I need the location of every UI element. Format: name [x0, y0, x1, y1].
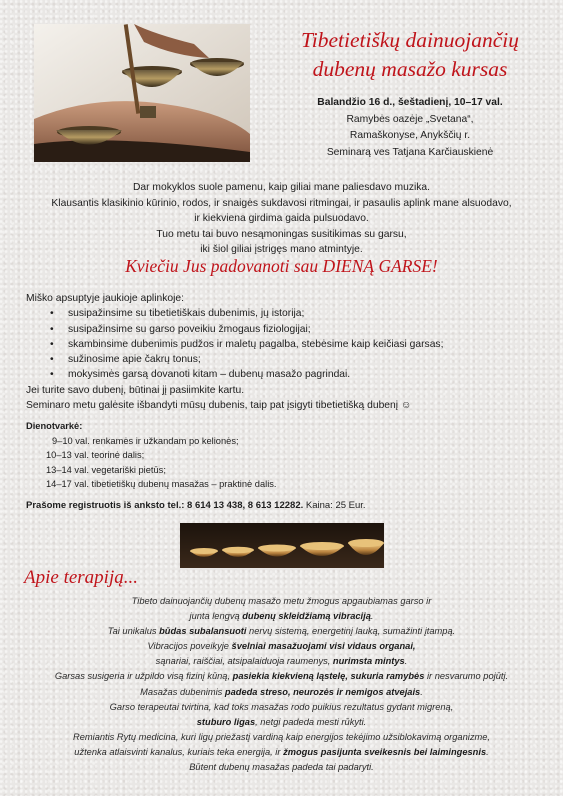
- schedule-row: 13–14 val. vegetariški pietūs;: [46, 464, 166, 475]
- program-note: Jei turite savo dubenį, būtinai jį pasiimkite kartu.: [26, 384, 245, 396]
- bowls-photo: [180, 523, 384, 568]
- registration-line: [26, 500, 546, 511]
- schedule-row: 10–13 val. teorinė dalis;: [46, 450, 145, 460]
- schedule-row: 9–10 val. renkamės ir užkandam po kelionės;: [52, 435, 239, 446]
- event-details: [268, 95, 552, 161]
- therapy-text: Tibeto dainuojančių dubenų masažo metu žmogus apgaubiamas garso ir junta lengvą dubenų skleidžiamą vibraciją. Tai unikalus būdas subalansuoti nervų sistemą, energetinį lauką, sumažinti įtampą. Vibracijos poveikyje švelniai masažuojami visi vidaus organai, sąnariai, raiščiai, atsipalaiduoja raumenys, nurimsta mintys. Garsas susigeria ir užpildo visą fizinį kūną, pasiekia kiekvieną ląstelę, sukuria ramybės ir nesvarumo pojūtį. Masažas dubenimis padeda streso, neurozės ir nemigos atvejais. Garso terapeutai tvirtina, kad toks masažas rodo puikius rezultatus gydant migreną, stuburo ligas, netgi padeda mesti rūkyti. Remiantis Rytų medicina, kuri ligų priežastį vardiną kaip energijos tekėjimo užsiblokavimą organizme, užtenka atlaisvinti kanalus, kuriais teka energija, ir žmogus pasijunta sveikesnis bei laimingesnis. Būtent dubenų masažas padeda tai padaryti.: [54, 596, 509, 773]
- event-date: Balandžio 16 d., šeštadienį, 10–17 val.: [317, 97, 503, 108]
- intro-text: Dar mokyklos suole pamenu, kaip giliai mane paliesdavo muzika. Klausantis klasikinio kūrinio, rodos, ir snaigės sukdavosi ritmingai, ir pasaulis aplink mane alsuodavo, ir kiekviena girdima gaida pulsuodavo. Tuo metu tai buvo nesąmoningas susitikimas su garsu, iki šiol giliai įstrigęs mano atmintyje.: [51, 182, 512, 255]
- list-item: • sužinosime apie čakrų tonus;: [26, 352, 546, 367]
- page-title: Tibetietiškų dainuojančių dubenų masažo kursas: [301, 28, 519, 81]
- list-item: • mokysimės garsą dovanoti kitam – dubenų masažo pagrindai.: [26, 367, 546, 382]
- event-leader: Seminarą ves Tatjana Karčiauskienė: [326, 146, 494, 158]
- event-place: Ramybės oazėje „Svetana“,: [346, 113, 474, 125]
- schedule-row: 14–17 val. tibetietiškų dubenų masažas – praktinė dalis.: [46, 479, 277, 489]
- about-heading: Apie terapiją...: [24, 567, 138, 588]
- registration-phones: Prašome registruotis iš anksto tel.: 8 614 13 438, 8 613 12282.: [26, 500, 304, 511]
- event-location: Ramaškonyse, Anykščių r.: [349, 130, 471, 141]
- schedule-heading: Dienotvarkė:: [26, 421, 83, 431]
- invite-heading: Kviečiu Jus padovanoti sau DIENĄ GARSE!: [125, 256, 438, 276]
- program-list: [26, 306, 546, 382]
- program-note: Seminaro metu galėsite išbandyti mūsų dubenis, taip pat įsigyti tibetietišką dubenį ☺: [26, 400, 412, 412]
- program-lead: Miško apsuptyje jaukioje aplinkoje:: [26, 293, 184, 304]
- list-item: • susipažinsime su garso poveikiu žmogaus fiziologijai;: [26, 322, 546, 337]
- list-item: • skambinsime dubenimis pudžos ir maletų pagalba, stebėsime kaip keičiasi garsas;: [26, 337, 546, 352]
- price: Kaina: 25 Eur.: [303, 500, 366, 511]
- program-section: [26, 291, 546, 413]
- list-item: • susipažinsime su tibetietiškais dubenimis, jų istorija;: [26, 306, 546, 321]
- schedule-section: [26, 419, 546, 492]
- massage-photo: [34, 24, 250, 162]
